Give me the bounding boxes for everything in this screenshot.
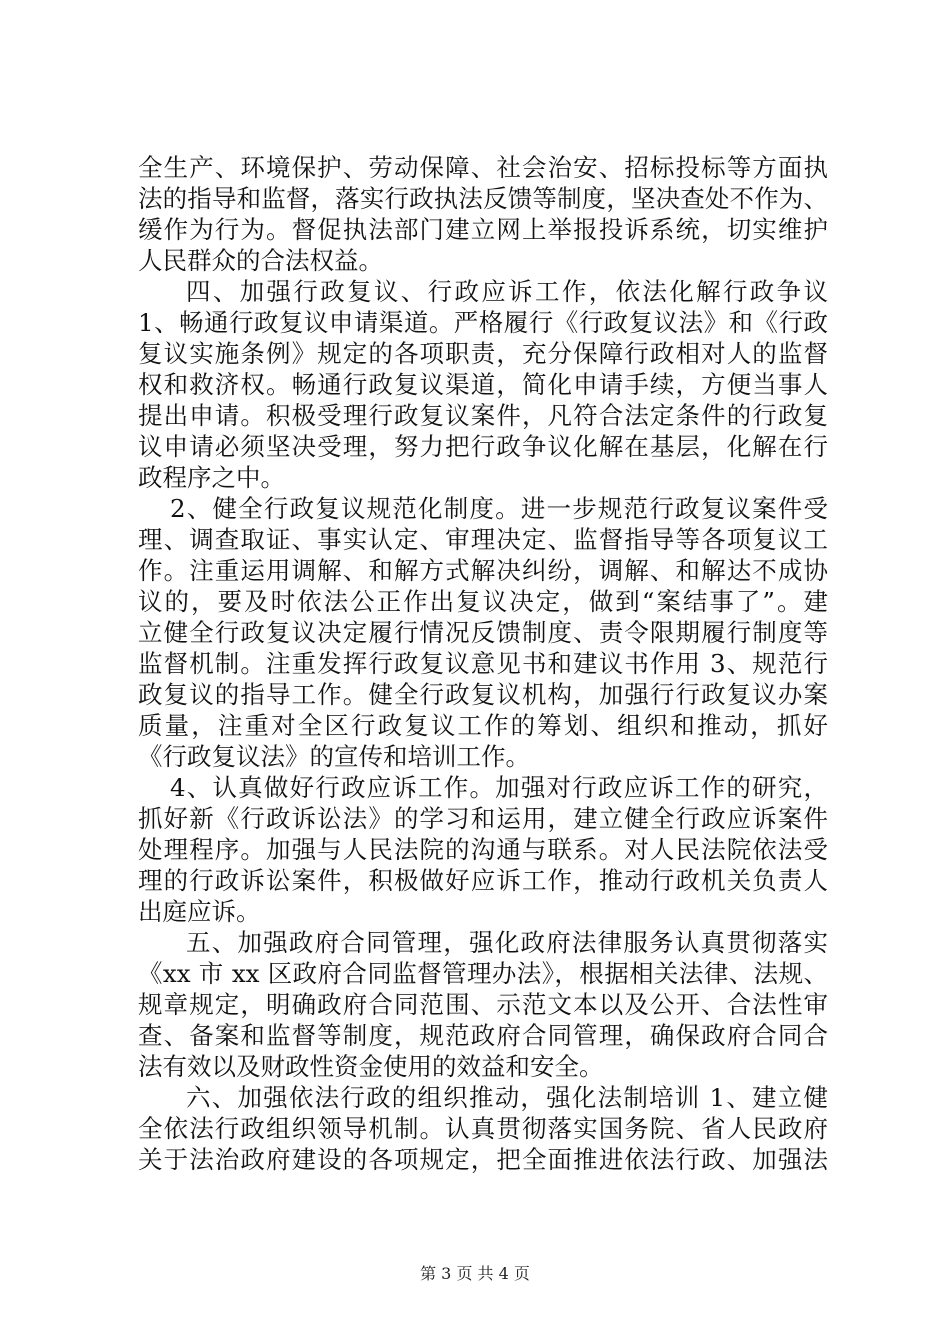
- body-text-line: 全生产、环境保护、劳动保障、社会治安、招标投标等方面执: [138, 153, 828, 182]
- body-text-line: 六、加强依法行政的组织推动，强化法制培训 1、建立健: [186, 1083, 828, 1112]
- body-text-line: 4、认真做好行政应诉工作。加强对行政应诉工作的研究，: [170, 773, 828, 802]
- body-text-line: 议申请必须坚决受理，努力把行政争议化解在基层，化解在行: [138, 432, 828, 461]
- body-text-line: 人民群众的合法权益。: [138, 246, 383, 275]
- body-text-line: 法有效以及财政性资金使用的效益和安全。: [138, 1052, 604, 1081]
- body-text-line: 处理程序。加强与人民法院的沟通与联系。对人民法院依法受: [138, 835, 828, 864]
- body-text-line: 1、畅通行政复议申请渠道。严格履行《行政复议法》和《行政: [138, 308, 828, 337]
- body-text-line: 关于法治政府建设的各项规定，把全面推进依法行政、加强法: [138, 1145, 828, 1174]
- body-text-line: 提出申请。积极受理行政复议案件，凡符合法定条件的行政复: [138, 401, 828, 430]
- body-text-line: 出庭应诉。: [138, 897, 261, 926]
- body-text-line: 复议实施条例》规定的各项职责，充分保障行政相对人的监督: [138, 339, 828, 368]
- body-text-line: 政程序之中。: [138, 463, 285, 492]
- body-text-line: 抓好新《行政诉讼法》的学习和运用，建立健全行政应诉案件: [138, 804, 828, 833]
- body-text-line: 查、备案和监督等制度，规范政府合同管理，确保政府合同合: [138, 1021, 828, 1050]
- body-text-line: 理的行政诉讼案件，积极做好应诉工作，推动行政机关负责人: [138, 866, 828, 895]
- body-text-line: 监督机制。注重发挥行政复议意见书和建议书作用 3、规范行: [138, 649, 828, 678]
- body-text-line: 2、健全行政复议规范化制度。进一步规范行政复议案件受: [170, 494, 828, 523]
- body-text-line: 政复议的指导工作。健全行政复议机构，加强行行政复议办案: [138, 680, 828, 709]
- body-text-line: 理、调查取证、事实认定、审理决定、监督指导等各项复议工: [138, 525, 828, 554]
- body-text-line: 五、加强政府合同管理，强化政府法律服务认真贯彻落实: [186, 928, 828, 957]
- body-text-line: 立健全行政复议决定履行情况反馈制度、责令限期履行制度等: [138, 618, 828, 647]
- body-text-line: 权和救济权。畅通行政复议渠道，简化申请手续，方便当事人: [138, 370, 828, 399]
- body-text-line: 议的，要及时依法公正作出复议决定，做到“案结事了”。建: [138, 587, 828, 616]
- body-text-line: 质量，注重对全区行政复议工作的筹划、组织和推动，抓好: [138, 711, 828, 740]
- body-text-line: 规章规定，明确政府合同范围、示范文本以及公开、合法性审: [138, 990, 828, 1019]
- body-text-line: 法的指导和监督，落实行政执法反馈等制度，坚决查处不作为、: [138, 184, 828, 213]
- body-text-line: 《xx 市 xx 区政府合同监督管理办法》，根据相关法律、法规、: [138, 959, 828, 988]
- body-text-line: 缓作为行为。督促执法部门建立网上举报投诉系统，切实维护: [138, 215, 828, 244]
- page-footer: 第 3 页 共 4 页: [420, 1264, 530, 1283]
- body-text-line: 《行政复议法》的宣传和培训工作。: [138, 742, 530, 771]
- body-text-line: 作。注重运用调解、和解方式解决纠纷，调解、和解达不成协: [138, 556, 828, 585]
- document-body: [138, 152, 828, 1175]
- body-text-line: 四、加强行政复议、行政应诉工作，依法化解行政争议: [186, 277, 828, 306]
- body-text-line: 全依法行政组织领导机制。认真贯彻落实国务院、省人民政府: [138, 1114, 828, 1143]
